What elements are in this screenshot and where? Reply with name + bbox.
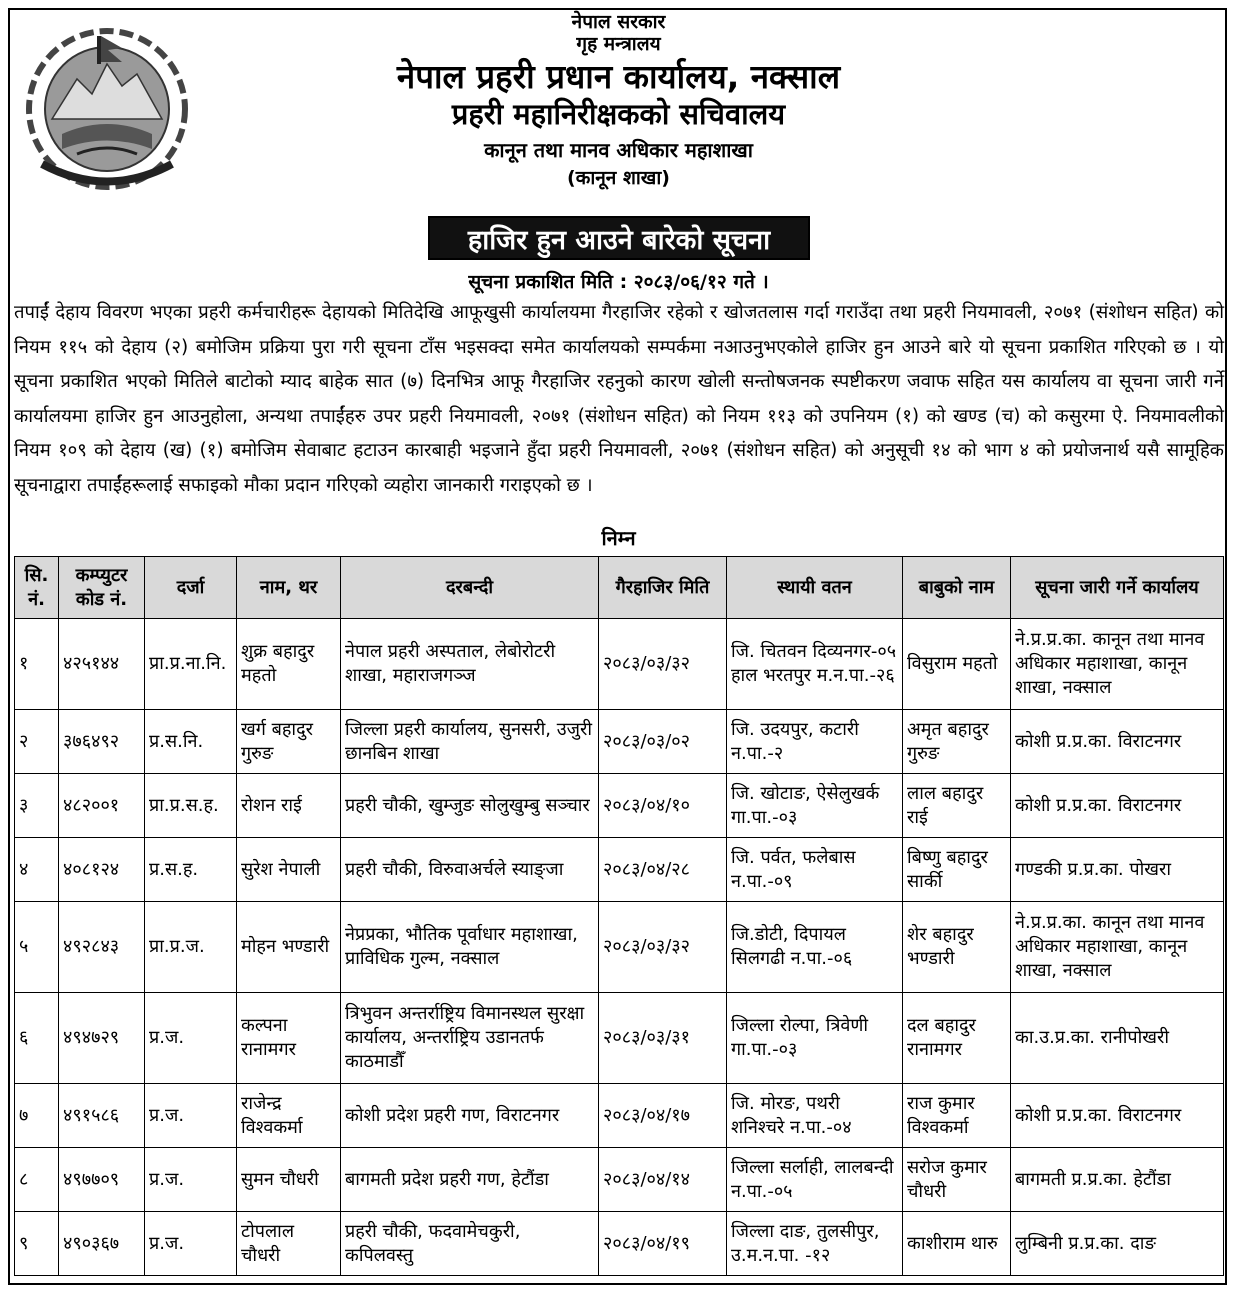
- published-date: सूचना प्रकाशित मिति : २०८३/०६/१२ गते ।: [468, 271, 769, 293]
- col-permanent-address-cell: जिल्ला रोल्पा, त्रिवेणी गा.पा.-०३: [727, 993, 903, 1084]
- col-serial-cell: २: [15, 710, 59, 774]
- col-issuing-office-cell: ने.प्र.प्र.का. कानून तथा मानव अधिकार महाशाखा, कानून शाखा, नक्साल: [1011, 619, 1224, 710]
- col-permanent-address-cell: जि. खोटाङ, ऐसेलुखर्क गा.पा.-०३: [727, 774, 903, 838]
- col-posting-cell: प्रहरी चौकी, फदवामेचकुरी, कपिलवस्तु: [341, 1212, 599, 1276]
- col-issuing-office-cell: कोशी प्र.प्र.का. विराटनगर: [1011, 774, 1224, 838]
- col-posting-cell: नेप्रप्रका, भौतिक पूर्वाधार महाशाखा, प्राविधिक गुल्म, नक्साल: [341, 902, 599, 993]
- col-name-cell: सुमन चौधरी: [237, 1148, 341, 1212]
- col-father-name-cell: लाल बहादुर राई: [903, 774, 1011, 838]
- col-computer-code-cell: ३७६४९२: [59, 710, 145, 774]
- col-posting-cell: त्रिभुवन अन्तर्राष्ट्रिय विमानस्थल सुरक्षा कार्यालय, अन्तर्राष्ट्रिय उडानतर्फ काठमाडौँ: [341, 993, 599, 1084]
- table-row: [15, 1212, 1224, 1276]
- col-issuing-office-cell: का.उ.प्र.का. रानीपोखरी: [1011, 993, 1224, 1084]
- table-row: [15, 838, 1224, 902]
- government-name: नेपाल सरकार: [571, 11, 666, 33]
- col-computer-code-header: कम्प्युटर कोड नं.: [59, 557, 145, 619]
- col-father-name-cell: दल बहादुर रानामगर: [903, 993, 1011, 1084]
- table-header-row: [15, 557, 1224, 619]
- col-permanent-address-cell: जि. पर्वत, फलेबास न.पा.-०९: [727, 838, 903, 902]
- table-row: [15, 619, 1224, 710]
- col-permanent-address-cell: जिल्ला सर्लाही, लालबन्दी न.पा.-०५: [727, 1148, 903, 1212]
- col-name-cell: सुरेश नेपाली: [237, 838, 341, 902]
- col-absent-date-cell: २०८३/०३/३१: [599, 993, 727, 1084]
- col-posting-cell: बागमती प्रदेश प्रहरी गण, हेटौंडा: [341, 1148, 599, 1212]
- col-posting-cell: कोशी प्रदेश प्रहरी गण, विराटनगर: [341, 1084, 599, 1148]
- division-name: कानून तथा मानव अधिकार महाशाखा: [484, 137, 753, 162]
- col-absent-date-cell: २०८३/०४/२८: [599, 838, 727, 902]
- col-serial-cell: ८: [15, 1148, 59, 1212]
- absentee-table: [14, 556, 1224, 1276]
- col-computer-code-cell: ४९०३६७: [59, 1212, 145, 1276]
- col-absent-date-cell: २०८३/०४/१७: [599, 1084, 727, 1148]
- col-computer-code-cell: ४९१५८६: [59, 1084, 145, 1148]
- col-father-name-cell: बिष्णु बहादुर सार्की: [903, 838, 1011, 902]
- col-issuing-office-header: सूचना जारी गर्ने कार्यालय: [1011, 557, 1224, 619]
- notice-body: तपाईं देहाय विवरण भएका प्रहरी कर्मचारीहरू देहायको मितिदेखि आफूखुसी कार्यालयमा गैरहाजिर रहेको र खोजतलास गर्दा गराउँदा तथा प्रहरी नियमावली, २०७१ (संशोधन सहित) को नियम ११५ को देहाय (२) बमोजिम प्रक्रिया पुरा गरी सूचना टाँस भइसक्दा समेत कार्यालयको सम्पर्कमा नआउनुभएकोले हाजिर हुन आउने बारे यो सूचना प्रकाशित गरिएको छ । यो सूचना प्रकाशित भएको मितिले बाटोको म्याद बाहेक सात (७) दिनभित्र आफू गैरहाजिर रहनुको कारण खोली सन्तोषजनक स्पष्टीकरण जवाफ सहित यस कार्यालय वा सूचना जारी गर्ने कार्यालयमा हाजिर हुन आउनुहोला, अन्यथा तपाईंहरु उपर प्रहरी नियमावली, २०७१ (संशोधन सहित) को नियम ११३ को उपनियम (१) को खण्ड (च) को कसुरमा ऐ. नियमावलीको नियम १०९ को देहाय (ख) (१) बमोजिम सेवाबाट हटाउन कारबाही भइजाने हुँदा प्रहरी नियमावली, २०७१ (संशोधन सहित) को अनुसूची १४ को भाग ४ को प्रयोजनार्थ यसै सामूहिक सूचनाद्वारा तपाईंहरूलाई सफाइको मौका प्रदान गरिएको व्यहोरा जानकारी गराइएको छ ।: [14, 302, 1224, 496]
- letterhead: [0, 12, 1237, 190]
- col-issuing-office-cell: ने.प्र.प्र.का. कानून तथा मानव अधिकार महाशाखा, कानून शाखा, नक्साल: [1011, 902, 1224, 993]
- col-absent-date-cell: २०८३/०३/३२: [599, 619, 727, 710]
- col-absent-date-cell: २०८३/०४/१०: [599, 774, 727, 838]
- col-computer-code-cell: ४०८१२४: [59, 838, 145, 902]
- col-father-name-cell: विसुराम महतो: [903, 619, 1011, 710]
- col-computer-code-cell: ४९२८४३: [59, 902, 145, 993]
- col-rank-cell: प्र.ज.: [145, 1148, 237, 1212]
- col-computer-code-cell: ४२५१४४: [59, 619, 145, 710]
- col-name-cell: कल्पना रानामगर: [237, 993, 341, 1084]
- col-serial-cell: ३: [15, 774, 59, 838]
- col-name-cell: मोहन भण्डारी: [237, 902, 341, 993]
- col-computer-code-cell: ४८२००१: [59, 774, 145, 838]
- table-row: [15, 1084, 1224, 1148]
- ministry-name: गृह मन्त्रालय: [576, 32, 661, 55]
- col-issuing-office-cell: कोशी प्र.प्र.का. विराटनगर: [1011, 1084, 1224, 1148]
- col-name-cell: रोशन राई: [237, 774, 341, 838]
- col-computer-code-cell: ४९७७०९: [59, 1148, 145, 1212]
- col-rank-cell: प्रा.प्र.ना.नि.: [145, 619, 237, 710]
- col-posting-header: दरबन्दी: [341, 557, 599, 619]
- col-permanent-address-cell: जि. चितवन दिव्यनगर-०५ हाल भरतपुर म.न.पा.-२६: [727, 619, 903, 710]
- col-issuing-office-cell: बागमती प्र.प्र.का. हेटौंडा: [1011, 1148, 1224, 1212]
- col-issuing-office-cell: कोशी प्र.प्र.का. विराटनगर: [1011, 710, 1224, 774]
- col-permanent-address-cell: जि.डोटी, दिपायल सिलगढी न.पा.-०६: [727, 902, 903, 993]
- table-row: [15, 1148, 1224, 1212]
- col-absent-date-cell: २०८३/०४/१४: [599, 1148, 727, 1212]
- col-father-name-cell: काशीराम थारु: [903, 1212, 1011, 1276]
- section-name: (कानून शाखा): [567, 166, 670, 189]
- table-row: [15, 993, 1224, 1084]
- notice-title: हाजिर हुन आउने बारेको सूचना: [428, 216, 810, 260]
- col-permanent-address-header: स्थायी वतन: [727, 557, 903, 619]
- col-permanent-address-cell: जि. उदयपुर, कटारी न.पा.-२: [727, 710, 903, 774]
- secretariat-name: प्रहरी महानिरीक्षकको सचिवालय: [451, 96, 786, 131]
- col-rank-cell: प्रा.प्र.स.ह.: [145, 774, 237, 838]
- col-name-cell: राजेन्द्र विश्वकर्मा: [237, 1084, 341, 1148]
- col-issuing-office-cell: गण्डकी प्र.प्र.का. पोखरा: [1011, 838, 1224, 902]
- col-father-name-cell: राज कुमार विश्वकर्मा: [903, 1084, 1011, 1148]
- col-rank-cell: प्र.स.नि.: [145, 710, 237, 774]
- col-serial-header: सि. नं.: [15, 557, 59, 619]
- col-absent-date-cell: २०८३/०३/०२: [599, 710, 727, 774]
- col-permanent-address-cell: जि. मोरङ, पथरी शनिश्चरे न.पा.-०४: [727, 1084, 903, 1148]
- col-computer-code-cell: ४९४७२९: [59, 993, 145, 1084]
- col-serial-cell: १: [15, 619, 59, 710]
- table-row: [15, 902, 1224, 993]
- col-name-cell: टोपलाल चौधरी: [237, 1212, 341, 1276]
- col-serial-cell: ६: [15, 993, 59, 1084]
- col-name-cell: शुक्र बहादुर महतो: [237, 619, 341, 710]
- table-row: [15, 774, 1224, 838]
- col-name-cell: खर्ग बहादुर गुरुङ: [237, 710, 341, 774]
- col-rank-cell: प्र.ज.: [145, 1084, 237, 1148]
- col-rank-cell: प्र.ज.: [145, 993, 237, 1084]
- col-absent-date-cell: २०८३/०३/३२: [599, 902, 727, 993]
- col-absent-date-cell: २०८३/०४/१९: [599, 1212, 727, 1276]
- col-father-name-cell: शेर बहादुर भण्डारी: [903, 902, 1011, 993]
- col-posting-cell: नेपाल प्रहरी अस्पताल, लेबोरोटरी शाखा, महाराजगञ्ज: [341, 619, 599, 710]
- list-heading: निम्न: [601, 526, 636, 550]
- col-permanent-address-cell: जिल्ला दाङ, तुलसीपुर, उ.म.न.पा. -१२: [727, 1212, 903, 1276]
- col-posting-cell: प्रहरी चौकी, खुम्जुङ सोलुखुम्बु सञ्चार: [341, 774, 599, 838]
- col-serial-cell: ७: [15, 1084, 59, 1148]
- col-serial-cell: ९: [15, 1212, 59, 1276]
- col-rank-cell: प्रा.प्र.ज.: [145, 902, 237, 993]
- col-issuing-office-cell: लुम्बिनी प्र.प्र.का. दाङ: [1011, 1212, 1224, 1276]
- col-serial-cell: ४: [15, 838, 59, 902]
- table-row: [15, 710, 1224, 774]
- col-posting-cell: प्रहरी चौकी, विरुवाअर्चले स्याङ्जा: [341, 838, 599, 902]
- col-father-name-cell: अमृत बहादुर गुरुङ: [903, 710, 1011, 774]
- col-rank-cell: प्र.स.ह.: [145, 838, 237, 902]
- col-rank-cell: प्र.ज.: [145, 1212, 237, 1276]
- col-father-name-header: बाबुको नाम: [903, 557, 1011, 619]
- office-name: नेपाल प्रहरी प्रधान कार्यालय, नक्साल: [396, 56, 841, 96]
- col-father-name-cell: सरोज कुमार चौधरी: [903, 1148, 1011, 1212]
- col-rank-header: दर्जा: [145, 557, 237, 619]
- col-name-header: नाम, थर: [237, 557, 341, 619]
- col-posting-cell: जिल्ला प्रहरी कार्यालय, सुनसरी, उजुरी छानबिन शाखा: [341, 710, 599, 774]
- col-serial-cell: ५: [15, 902, 59, 993]
- col-absent-date-header: गैरहाजिर मिति: [599, 557, 727, 619]
